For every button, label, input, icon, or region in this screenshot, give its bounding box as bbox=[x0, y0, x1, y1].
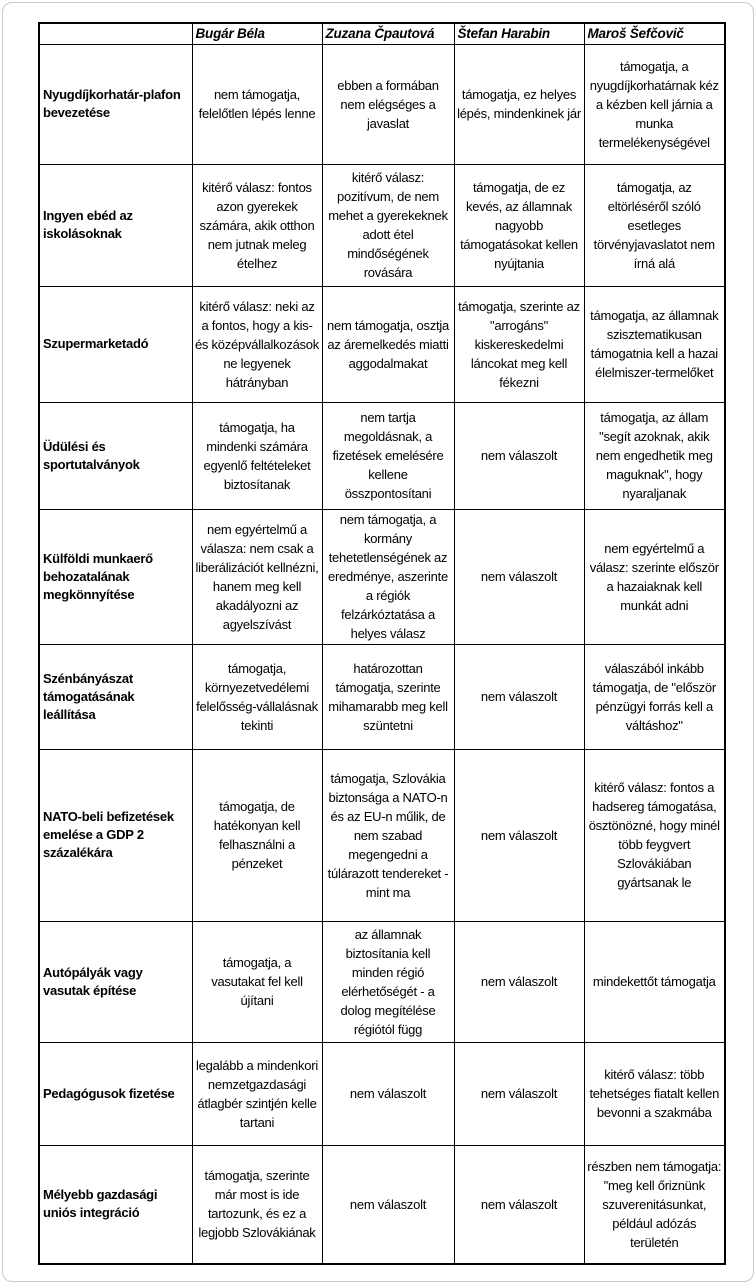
answer-cell: az államnak biztosítania kell minden régió elérhetőségét - a dolog megítélése régiótól függ bbox=[322, 921, 454, 1042]
topic-cell: Nyugdíjkorhatár-plafon bevezetése bbox=[39, 44, 192, 164]
table-row bbox=[39, 644, 725, 749]
answer-cell: támogatja, szerinte már most is ide tartozunk, és ez a legjobb Szlovákiának bbox=[192, 1145, 322, 1264]
answer-cell: nem válaszolt bbox=[454, 749, 584, 921]
answer-cell: támogatja, ha mindenki számára egyenlő feltételeket biztosítanak bbox=[192, 402, 322, 509]
answer-cell: nem válaszolt bbox=[322, 1145, 454, 1264]
answer-cell: nem tartja megoldásnak, a fizetések emelésére kellene összpontosítani bbox=[322, 402, 454, 509]
answer-cell: nem válaszolt bbox=[454, 509, 584, 644]
answer-cell: kitérő válasz: pozitívum, de nem mehet a gyerekeknek adott étel mindőségének rovására bbox=[322, 164, 454, 286]
answer-cell: kitérő válasz: neki az a fontos, hogy a kis- és középvállalkozások ne legyenek hátrányban bbox=[192, 286, 322, 402]
answer-cell: nem támogatja, a kormány tehetetlenségének az eredménye, aszerinte a régiók felzárkóztatása a helyes válasz bbox=[322, 509, 454, 644]
answer-cell: nem válaszolt bbox=[454, 644, 584, 749]
answer-cell: támogatja, ez helyes lépés, mindenkinek jár bbox=[454, 44, 584, 164]
table-row bbox=[39, 402, 725, 509]
column-header-bugar-bela: Bugár Béla bbox=[192, 23, 322, 44]
table-row bbox=[39, 509, 725, 644]
answer-cell: kitérő válasz: több tehetséges fiatalt kellen bevonni a szakmába bbox=[584, 1042, 725, 1145]
topic-cell: Mélyebb gazdasági uniós integráció bbox=[39, 1145, 192, 1264]
answer-cell: támogatja, az eltörléséről szóló esetleges törvényjavaslatot nem írná alá bbox=[584, 164, 725, 286]
answer-cell: mindekettőt támogatja bbox=[584, 921, 725, 1042]
answer-cell: nem válaszolt bbox=[322, 1042, 454, 1145]
answer-cell: támogatja, de ez kevés, az államnak nagyobb támogatásokat kellen nyújtania bbox=[454, 164, 584, 286]
table-row bbox=[39, 44, 725, 164]
topic-cell: Autópályák vagy vasutak építése bbox=[39, 921, 192, 1042]
table-row bbox=[39, 749, 725, 921]
comparison-table bbox=[38, 22, 726, 1265]
answer-cell: ebben a formában nem elégséges a javaslat bbox=[322, 44, 454, 164]
answer-cell: támogatja, a nyugdíjkorhatárnak kéz a kézben kell járnia a munka termelékenységével bbox=[584, 44, 725, 164]
topic-cell: Külföldi munkaerő behozatalának megkönnyítése bbox=[39, 509, 192, 644]
topic-cell: NATO-beli befizetések emelése a GDP 2 százalékára bbox=[39, 749, 192, 921]
answer-cell: nem válaszolt bbox=[454, 1042, 584, 1145]
answer-cell: támogatja, Szlovákia biztonsága a NATO-n és az EU-n műlik, de nem szabad megengedni a túlárazott tendereket - mint ma bbox=[322, 749, 454, 921]
topic-cell: Ingyen ebéd az iskolásoknak bbox=[39, 164, 192, 286]
column-header-maros-sefcovic: Maroš Šefčovič bbox=[584, 23, 725, 44]
answer-cell: nem válaszolt bbox=[454, 921, 584, 1042]
topic-cell: Pedagógusok fizetése bbox=[39, 1042, 192, 1145]
topic-cell: Üdülési és sportutalványok bbox=[39, 402, 192, 509]
answer-cell: támogatja, az állam "segít azoknak, akik nem engedhetik meg maguknak", hogy nyaraljanak bbox=[584, 402, 725, 509]
column-header-zuzana-cpautova: Zuzana Čpautová bbox=[322, 23, 454, 44]
answer-cell: támogatja, az államnak szisztematikusan támogatnia kell a hazai élelmiszer-termelőket bbox=[584, 286, 725, 402]
answer-cell: támogatja, a vasutakat fel kell újítani bbox=[192, 921, 322, 1042]
table-row bbox=[39, 1042, 725, 1145]
answer-cell: támogatja, de hatékonyan kell felhasználni a pénzeket bbox=[192, 749, 322, 921]
answer-cell: nem egyértelmű a válasz: szerinte először a hazaiaknak kell munkát adni bbox=[584, 509, 725, 644]
answer-cell: határozottan támogatja, szerinte mihamarabb meg kell szüntetni bbox=[322, 644, 454, 749]
answer-cell: nem támogatja, felelőtlen lépés lenne bbox=[192, 44, 322, 164]
answer-cell: részben nem támogatja: "meg kell őriznünk szuverenitásunkat, például adózás területén bbox=[584, 1145, 725, 1264]
answer-cell: válaszából inkább támogatja, de "először pénzügyi forrás kell a váltáshoz" bbox=[584, 644, 725, 749]
topic-cell: Szénbányászat támogatásának leállítása bbox=[39, 644, 192, 749]
answer-cell: nem egyértelmű a válasza: nem csak a liberálizációt kellnézni, hanem meg kell akadályozni az agyelszívást bbox=[192, 509, 322, 644]
answer-cell: kitérő válasz: fontos azon gyerekek számára, akik otthon nem jutnak meleg ételhez bbox=[192, 164, 322, 286]
answer-cell: nem válaszolt bbox=[454, 402, 584, 509]
answer-cell: nem támogatja, osztja az áremelkedés miatti aggodalmakat bbox=[322, 286, 454, 402]
table-row bbox=[39, 286, 725, 402]
table-row bbox=[39, 1145, 725, 1264]
table-body bbox=[39, 44, 725, 1264]
answer-cell: nem válaszolt bbox=[454, 1145, 584, 1264]
topic-cell: Szupermarketadó bbox=[39, 286, 192, 402]
table-row bbox=[39, 921, 725, 1042]
answer-cell: támogatja, szerinte az "arrogáns" kiskereskedelmi láncokat meg kell fékezni bbox=[454, 286, 584, 402]
header-row bbox=[39, 23, 725, 44]
table-row bbox=[39, 164, 725, 286]
corner-cell bbox=[39, 23, 192, 44]
answer-cell: támogatja, környezetvedélemi felelősség-vállalásnak tekinti bbox=[192, 644, 322, 749]
answer-cell: kitérő válasz: fontos a hadsereg támogatása, ösztönözné, hogy minél több feygvert Szlovákiában gyártsanak le bbox=[584, 749, 725, 921]
answer-cell: legalább a mindenkori nemzetgazdasági átlagbér szintjén kelle tartani bbox=[192, 1042, 322, 1145]
column-header-stefan-harabin: Štefan Harabin bbox=[454, 23, 584, 44]
